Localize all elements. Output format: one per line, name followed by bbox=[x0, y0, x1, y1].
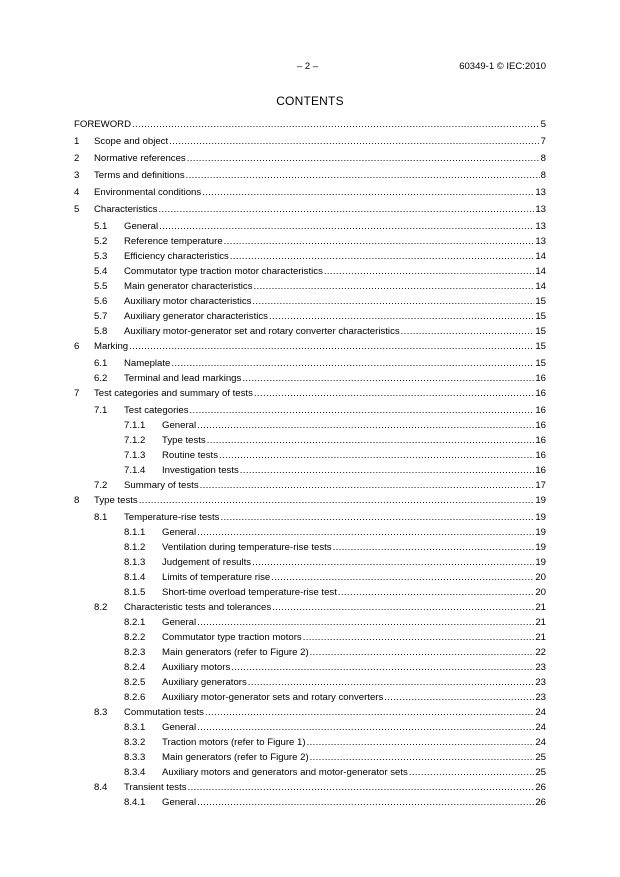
dot-leader bbox=[254, 280, 535, 293]
dot-leader bbox=[409, 766, 535, 779]
dot-leader bbox=[202, 186, 534, 199]
dot-leader bbox=[338, 586, 534, 599]
toc-entry-number: 8.3.3 bbox=[124, 752, 146, 763]
toc-entry[interactable] bbox=[74, 586, 546, 601]
toc-entry-number: 5 bbox=[74, 204, 80, 215]
toc-entry-page: 14 bbox=[535, 266, 546, 277]
dot-leader bbox=[307, 736, 535, 749]
table-of-contents bbox=[74, 118, 546, 811]
toc-entry[interactable] bbox=[74, 357, 546, 372]
dot-leader bbox=[159, 220, 534, 233]
toc-entry-number: 8.2.2 bbox=[124, 632, 146, 643]
toc-entry-page: 16 bbox=[535, 420, 546, 431]
toc-entry-label: Commutator type traction motor characteristics bbox=[124, 266, 323, 277]
toc-entry-number: 6.2 bbox=[94, 373, 108, 384]
toc-entry[interactable] bbox=[74, 325, 546, 340]
dot-leader bbox=[186, 169, 540, 182]
toc-entry[interactable] bbox=[74, 511, 546, 526]
toc-entry[interactable] bbox=[74, 419, 546, 434]
toc-entry-number: 8.3 bbox=[94, 707, 108, 718]
dot-leader bbox=[303, 631, 535, 644]
toc-entry[interactable] bbox=[74, 235, 546, 250]
dot-leader bbox=[252, 295, 534, 308]
toc-entry-label: Efficiency characteristics bbox=[124, 251, 229, 262]
dot-leader bbox=[242, 372, 534, 385]
toc-entry[interactable] bbox=[74, 541, 546, 556]
toc-entry[interactable] bbox=[74, 387, 546, 404]
toc-entry-number: 1 bbox=[74, 136, 80, 147]
toc-entry-number: 7.1.4 bbox=[124, 465, 146, 476]
toc-entry-label: Test categories bbox=[124, 405, 189, 416]
toc-entry-page: 19 bbox=[535, 527, 546, 538]
toc-entry-label: General bbox=[162, 420, 197, 431]
dot-leader bbox=[252, 556, 534, 569]
toc-entry-label: Type tests bbox=[94, 495, 138, 506]
toc-entry-number: 5.5 bbox=[94, 281, 108, 292]
toc-entry-label: Scope and object bbox=[94, 136, 169, 147]
toc-entry-label: Auxiliary generators bbox=[162, 677, 247, 688]
toc-entry-label: Main generators (refer to Figure 2) bbox=[162, 647, 309, 658]
toc-entry-page: 16 bbox=[535, 405, 546, 416]
dot-leader bbox=[169, 135, 540, 148]
toc-entry-label: Temperature-rise tests bbox=[124, 512, 220, 523]
toc-entry-label: Terms and definitions bbox=[94, 170, 185, 181]
toc-entry-number: 8.1.1 bbox=[124, 527, 146, 538]
toc-entry-number: 5.2 bbox=[94, 236, 108, 247]
toc-entry-page: 23 bbox=[535, 677, 546, 688]
toc-entry[interactable] bbox=[74, 646, 546, 661]
toc-entry-label: Auxiliary motors bbox=[162, 662, 231, 673]
dot-leader bbox=[139, 494, 535, 507]
toc-entry-number: 8.2.1 bbox=[124, 617, 146, 628]
document-id: 60349-1 © IEC:2010 bbox=[459, 61, 546, 72]
toc-entry[interactable] bbox=[74, 676, 546, 691]
toc-entry-number: 8.1 bbox=[94, 512, 108, 523]
toc-entry-number: 4 bbox=[74, 187, 80, 198]
toc-entry-number: 8.2.5 bbox=[124, 677, 146, 688]
toc-entry-page: 15 bbox=[535, 326, 546, 337]
page-title: CONTENTS bbox=[276, 94, 344, 108]
dot-leader bbox=[220, 511, 534, 524]
toc-entry-label: Characteristic tests and tolerances bbox=[124, 602, 272, 613]
toc-entry-number: 8.2.3 bbox=[124, 647, 146, 658]
dot-leader bbox=[219, 449, 534, 462]
toc-entry-label: FOREWORD bbox=[74, 119, 132, 130]
toc-entry-page: 25 bbox=[535, 767, 546, 778]
dot-leader bbox=[188, 781, 535, 794]
toc-entry[interactable] bbox=[74, 556, 546, 571]
toc-entry-number: 7.1.3 bbox=[124, 450, 146, 461]
toc-entry-page: 21 bbox=[535, 632, 546, 643]
toc-entry[interactable] bbox=[74, 751, 546, 766]
toc-entry[interactable] bbox=[74, 295, 546, 310]
toc-entry[interactable] bbox=[74, 464, 546, 479]
toc-entry[interactable] bbox=[74, 781, 546, 796]
toc-entry-number: 7.1.1 bbox=[124, 420, 146, 431]
toc-entry-page: 16 bbox=[535, 388, 546, 399]
toc-entry-number: 8.3.4 bbox=[124, 767, 146, 778]
toc-entry-number: 8 bbox=[74, 495, 80, 506]
toc-entry-page: 20 bbox=[535, 572, 546, 583]
toc-entry-number: 8.3.1 bbox=[124, 722, 146, 733]
toc-entry-number: 5.6 bbox=[94, 296, 108, 307]
toc-entry-number: 8.1.2 bbox=[124, 542, 146, 553]
toc-entry-page: 13 bbox=[535, 187, 546, 198]
toc-entry-number: 5.7 bbox=[94, 311, 108, 322]
toc-entry-label: Commutator type traction motors bbox=[162, 632, 302, 643]
toc-entry-label: Ventilation during temperature-rise tests bbox=[162, 542, 332, 553]
toc-entry-page: 16 bbox=[535, 373, 546, 384]
toc-entry-label: Routine tests bbox=[162, 450, 218, 461]
toc-entry-number: 8.4 bbox=[94, 782, 108, 793]
dot-leader bbox=[271, 571, 534, 584]
toc-entry[interactable] bbox=[74, 265, 546, 280]
dot-leader bbox=[324, 265, 534, 278]
toc-entry-page: 19 bbox=[535, 557, 546, 568]
toc-entry-number: 6.1 bbox=[94, 358, 108, 369]
toc-entry-label: Auxiliary motor-generator sets and rotary converters bbox=[162, 692, 384, 703]
toc-entry-number: 8.2.4 bbox=[124, 662, 146, 673]
toc-entry-page: 24 bbox=[535, 707, 546, 718]
toc-entry[interactable] bbox=[74, 404, 546, 419]
dot-leader bbox=[333, 541, 535, 554]
dot-leader bbox=[197, 419, 534, 432]
toc-entry-page: 16 bbox=[535, 465, 546, 476]
dot-leader bbox=[310, 751, 535, 764]
toc-entry[interactable] bbox=[74, 372, 546, 387]
toc-entry[interactable] bbox=[74, 631, 546, 646]
toc-entry[interactable] bbox=[74, 118, 546, 135]
dot-leader bbox=[197, 796, 534, 809]
toc-entry[interactable] bbox=[74, 340, 546, 357]
toc-entry-page: 26 bbox=[535, 797, 546, 808]
dot-leader bbox=[384, 691, 534, 704]
toc-entry-label: Summary of tests bbox=[124, 480, 199, 491]
toc-entry-number: 7.1.2 bbox=[124, 435, 146, 446]
toc-entry-number: 6 bbox=[74, 341, 80, 352]
toc-entry-page: 17 bbox=[535, 480, 546, 491]
toc-entry-number: 8.1.3 bbox=[124, 557, 146, 568]
toc-entry-label: Transient tests bbox=[124, 782, 187, 793]
toc-entry-page: 15 bbox=[535, 311, 546, 322]
toc-entry-label: Judgement of results bbox=[162, 557, 252, 568]
dot-leader bbox=[129, 340, 534, 353]
dot-leader bbox=[197, 616, 534, 629]
toc-entry-page: 26 bbox=[535, 782, 546, 793]
toc-entry-number: 7 bbox=[74, 388, 80, 399]
toc-entry-number: 8.1.5 bbox=[124, 587, 146, 598]
toc-entry[interactable] bbox=[74, 220, 546, 235]
toc-entry[interactable] bbox=[74, 250, 546, 265]
dot-leader bbox=[171, 357, 534, 370]
toc-entry[interactable] bbox=[74, 601, 546, 616]
toc-entry-label: General bbox=[162, 617, 197, 628]
toc-entry-page: 13 bbox=[535, 221, 546, 232]
toc-entry-label: Auxiliary motor-generator set and rotary converter characteristics bbox=[124, 326, 400, 337]
toc-entry-page: 14 bbox=[535, 251, 546, 262]
toc-entry-page: 25 bbox=[535, 752, 546, 763]
toc-entry-page: 23 bbox=[535, 692, 546, 703]
toc-entry[interactable] bbox=[74, 169, 546, 186]
dot-leader bbox=[207, 434, 535, 447]
toc-entry[interactable] bbox=[74, 280, 546, 295]
toc-entry-page: 8 bbox=[540, 170, 546, 181]
dot-leader bbox=[240, 464, 535, 477]
toc-entry-label: Auxiliary motor characteristics bbox=[124, 296, 252, 307]
toc-entry-label: Traction motors (refer to Figure 1) bbox=[162, 737, 306, 748]
toc-entry[interactable] bbox=[74, 494, 546, 511]
dot-leader bbox=[197, 721, 534, 734]
dot-leader bbox=[205, 706, 534, 719]
dot-leader bbox=[401, 325, 535, 338]
toc-entry-number: 7.1 bbox=[94, 405, 108, 416]
toc-entry-label: Limits of temperature rise bbox=[162, 572, 271, 583]
toc-entry-page: 19 bbox=[535, 512, 546, 523]
toc-entry-label: Main generator characteristics bbox=[124, 281, 253, 292]
dot-leader bbox=[230, 250, 534, 263]
toc-entry-page: 7 bbox=[540, 136, 546, 147]
toc-entry[interactable] bbox=[74, 661, 546, 676]
toc-entry-number: 5.4 bbox=[94, 266, 108, 277]
dot-leader bbox=[269, 310, 534, 323]
toc-entry-label: Test categories and summary of tests bbox=[94, 388, 253, 399]
toc-entry-page: 16 bbox=[535, 450, 546, 461]
toc-entry-page: 21 bbox=[535, 617, 546, 628]
toc-entry-page: 14 bbox=[535, 281, 546, 292]
toc-entry-label: Main generators (refer to Figure 2) bbox=[162, 752, 309, 763]
toc-entry-page: 13 bbox=[535, 204, 546, 215]
toc-entry-label: General bbox=[124, 221, 159, 232]
dot-leader bbox=[310, 646, 535, 659]
toc-entry-label: General bbox=[162, 527, 197, 538]
toc-entry-label: Type tests bbox=[162, 435, 206, 446]
dot-leader bbox=[158, 203, 534, 216]
toc-entry-number: 8.4.1 bbox=[124, 797, 146, 808]
toc-entry[interactable] bbox=[74, 152, 546, 169]
toc-entry-label: Reference temperature bbox=[124, 236, 223, 247]
toc-entry-label: Commutation tests bbox=[124, 707, 204, 718]
toc-entry-page: 24 bbox=[535, 737, 546, 748]
toc-entry-label: Normative references bbox=[94, 153, 186, 164]
toc-entry[interactable] bbox=[74, 706, 546, 721]
dot-leader bbox=[132, 118, 540, 131]
toc-entry-page: 19 bbox=[535, 542, 546, 553]
toc-entry-page: 13 bbox=[535, 236, 546, 247]
toc-entry-label: Investigation tests bbox=[162, 465, 239, 476]
dot-leader bbox=[224, 235, 535, 248]
toc-entry[interactable] bbox=[74, 434, 546, 449]
toc-entry-number: 8.3.2 bbox=[124, 737, 146, 748]
dot-leader bbox=[187, 152, 540, 165]
dot-leader bbox=[254, 387, 534, 400]
toc-entry-page: 19 bbox=[535, 495, 546, 506]
toc-entry-number: 2 bbox=[74, 153, 80, 164]
toc-entry-page: 24 bbox=[535, 722, 546, 733]
toc-entry-label: Characteristics bbox=[94, 204, 158, 215]
toc-entry-number: 8.1.4 bbox=[124, 572, 146, 583]
toc-entry-page: 8 bbox=[540, 153, 546, 164]
toc-entry[interactable] bbox=[74, 721, 546, 736]
toc-entry-label: Marking bbox=[94, 341, 129, 352]
toc-entry-page: 15 bbox=[535, 341, 546, 352]
toc-entry-number: 5.3 bbox=[94, 251, 108, 262]
toc-entry[interactable] bbox=[74, 203, 546, 220]
toc-entry-number: 8.2 bbox=[94, 602, 108, 613]
toc-entry[interactable] bbox=[74, 796, 546, 811]
dot-leader bbox=[231, 661, 534, 674]
toc-entry[interactable] bbox=[74, 736, 546, 751]
page-header bbox=[0, 61, 620, 75]
dot-leader bbox=[272, 601, 534, 614]
toc-entry-label: Terminal and lead markings bbox=[124, 373, 242, 384]
toc-entry-number: 5.8 bbox=[94, 326, 108, 337]
dot-leader bbox=[197, 526, 534, 539]
toc-entry[interactable] bbox=[74, 479, 546, 494]
toc-entry-label: Auxiliary generator characteristics bbox=[124, 311, 268, 322]
toc-entry-page: 16 bbox=[535, 435, 546, 446]
toc-entry-label: Auxiliary motors and generators and motor-generator sets bbox=[162, 767, 408, 778]
toc-entry[interactable] bbox=[74, 449, 546, 464]
dot-leader bbox=[248, 676, 535, 689]
toc-entry[interactable] bbox=[74, 526, 546, 541]
toc-entry[interactable] bbox=[74, 766, 546, 781]
toc-entry-number: 7.2 bbox=[94, 480, 108, 491]
toc-entry[interactable] bbox=[74, 571, 546, 586]
toc-entry-label: General bbox=[162, 722, 197, 733]
toc-entry[interactable] bbox=[74, 310, 546, 325]
toc-entry-page: 21 bbox=[535, 602, 546, 613]
toc-entry-page: 22 bbox=[535, 647, 546, 658]
toc-entry-number: 3 bbox=[74, 170, 80, 181]
toc-entry-number: 8.2.6 bbox=[124, 692, 146, 703]
toc-entry-page: 23 bbox=[535, 662, 546, 673]
toc-entry-label: Environmental conditions bbox=[94, 187, 202, 198]
toc-entry[interactable] bbox=[74, 616, 546, 631]
toc-entry-label: Nameplate bbox=[124, 358, 171, 369]
toc-entry-number: 5.1 bbox=[94, 221, 108, 232]
toc-entry-label: General bbox=[162, 797, 197, 808]
dot-leader bbox=[200, 479, 535, 492]
page-number: – 2 – bbox=[297, 61, 319, 72]
toc-entry[interactable] bbox=[74, 691, 546, 706]
toc-entry[interactable] bbox=[74, 186, 546, 203]
toc-entry-page: 20 bbox=[535, 587, 546, 598]
toc-entry-page: 15 bbox=[535, 296, 546, 307]
toc-entry-page: 15 bbox=[535, 358, 546, 369]
toc-entry-label: Short-time overload temperature-rise test bbox=[162, 587, 337, 598]
toc-entry-page: 5 bbox=[540, 119, 546, 130]
toc-entry[interactable] bbox=[74, 135, 546, 152]
dot-leader bbox=[190, 404, 535, 417]
